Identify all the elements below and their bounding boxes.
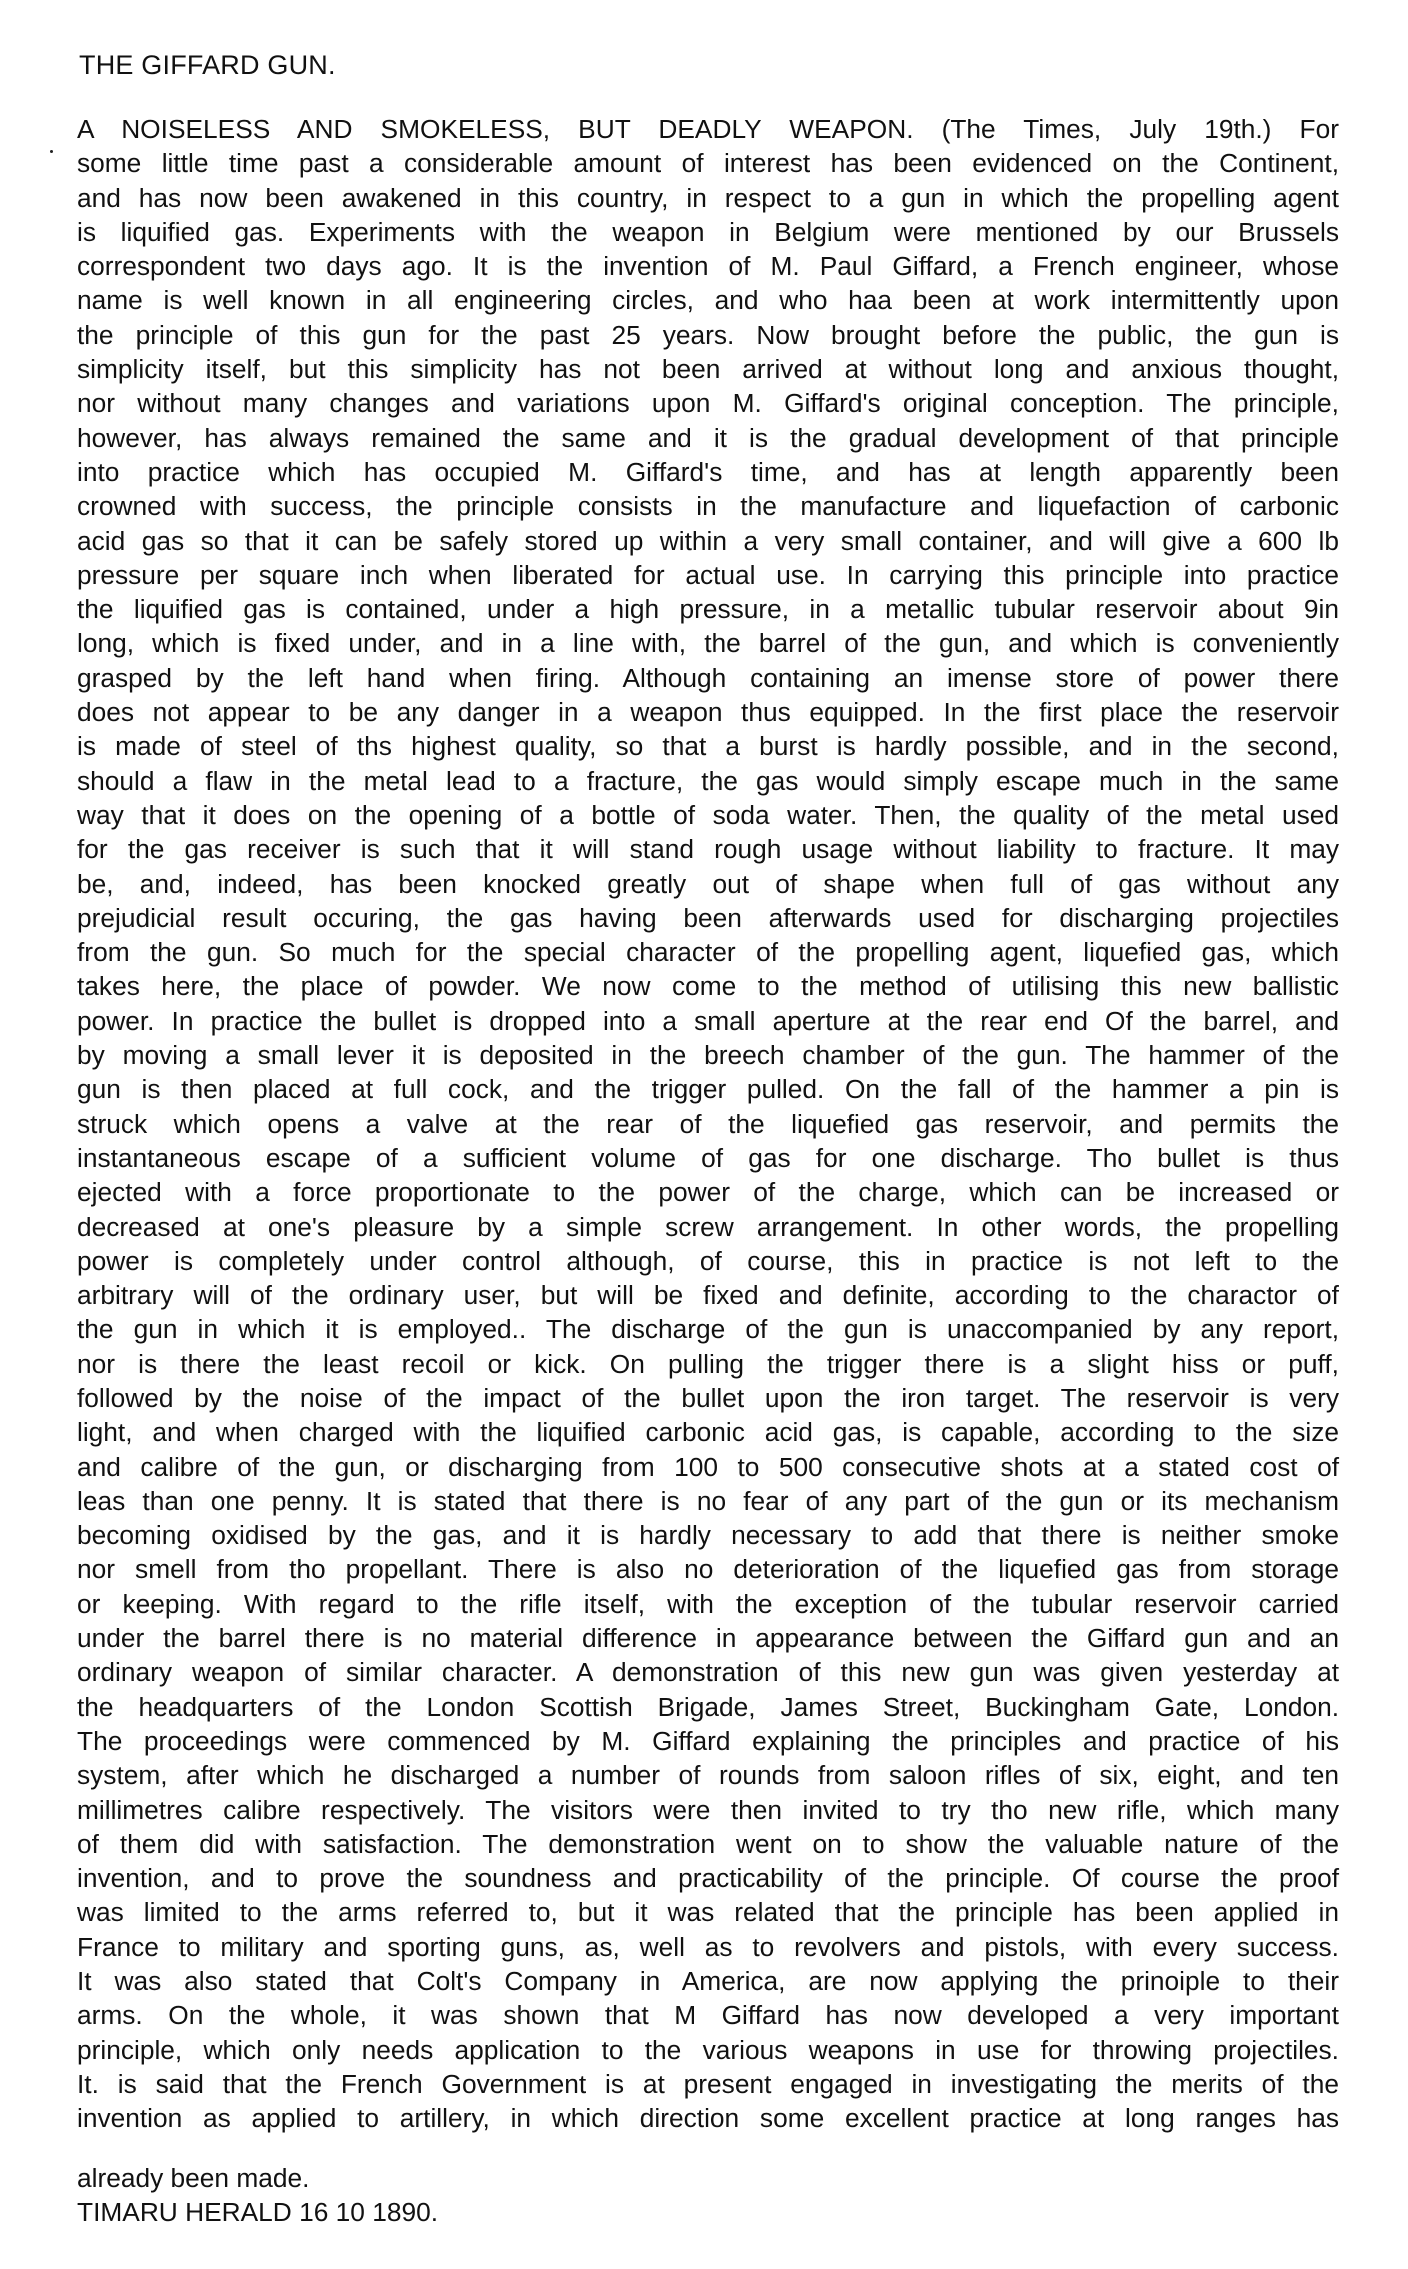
article-line: ejected with a force proportionate to the power of the charge, which can be increased or [77, 1177, 1339, 1208]
article-line: some little time past a considerable amount of interest has been evidenced on the Continent, [77, 148, 1339, 179]
article-line: leas than one penny. It is stated that there is no fear of any part of the gun or its mechanism [77, 1485, 1339, 1516]
article-line: nor without many changes and variations upon M. Giffard's original conception. The principle, [77, 388, 1339, 419]
article-line: or keeping. With regard to the rifle itself, with the exception of the tubular reservoir carried [77, 1588, 1339, 1619]
article-line: the liquified gas is contained, under a high pressure, in a metallic tubular reservoir about 9in [77, 594, 1339, 625]
article-line: into practice which has occupied M. Giffard's time, and has at length apparently been [77, 456, 1339, 487]
article-body [77, 112, 1339, 2136]
article-line: simplicity itself, but this simplicity has not been arrived at without long and anxious thought, [77, 354, 1339, 385]
article-line: millimetres calibre respectively. The visitors were then invited to try tho new rifle, which many [77, 1794, 1339, 1825]
article-line: becoming oxidised by the gas, and it is hardly necessary to add that there is neither smoke [77, 1520, 1339, 1551]
article-line: light, and when charged with the liquified carbonic acid gas, is capable, according to the size [77, 1417, 1339, 1448]
article-line: France to military and sporting guns, as, well as to revolvers and pistols, with every success. [77, 1931, 1339, 1962]
article-line: principle, which only needs application to the various weapons in use for throwing projectiles. [77, 2034, 1339, 2065]
article-line: nor is there the least recoil or kick. On pulling the trigger there is a slight hiss or puff, [77, 1348, 1339, 1379]
article-line: name is well known in all engineering circles, and who haa been at work intermittently upon [77, 285, 1339, 316]
article-line: the principle of this gun for the past 25 years. Now brought before the public, the gun is [77, 319, 1339, 350]
article-line: long, which is fixed under, and in a line with, the barrel of the gun, and which is conveniently [77, 628, 1339, 659]
article-line: arbitrary will of the ordinary user, but will be fixed and definite, according to the charactor of [77, 1280, 1339, 1311]
article-line: be, and, indeed, has been knocked greatly out of shape when full of gas without any [77, 868, 1339, 899]
article-line: struck which opens a valve at the rear of the liquefied gas reservoir, and permits the [77, 1108, 1339, 1139]
article-line: way that it does on the opening of a bottle of soda water. Then, the quality of the metal used [77, 799, 1339, 830]
article-line: and has now been awakened in this country, in respect to a gun in which the propelling agent [77, 182, 1339, 213]
scan-speck [50, 150, 53, 153]
article-line: pressure per square inch when liberated for actual use. In carrying this principle into practice [77, 559, 1339, 590]
article-line: ordinary weapon of similar character. A demonstration of this new gun was given yesterday at [77, 1657, 1339, 1688]
article-line: crowned with success, the principle consists in the manufacture and liquefaction of carbonic [77, 491, 1339, 522]
article-line: and calibre of the gun, or discharging from 100 to 500 consecutive shots at a stated cost of [77, 1451, 1339, 1482]
article-line: invention, and to prove the soundness and practicability of the principle. Of course the proof [77, 1863, 1339, 1894]
article-line: grasped by the left hand when firing. Although containing an imense store of power there [77, 662, 1339, 693]
article-line: nor smell from tho propellant. There is also no deterioration of the liquefied gas from storage [77, 1554, 1339, 1585]
article-line: invention as applied to artillery, in which direction some excellent practice at long ranges has [77, 2103, 1339, 2134]
article-line: system, after which he discharged a number of rounds from saloon rifles of six, eight, and ten [77, 1760, 1339, 1791]
article-line: however, has always remained the same and it is the gradual development of that principle [77, 422, 1339, 453]
article-line: It was also stated that Colt's Company in America, are now applying the prinoiple to their [77, 1966, 1339, 1997]
article-line: from the gun. So much for the special character of the propelling agent, liquefied gas, which [77, 937, 1339, 968]
article-line: followed by the noise of the impact of the bullet upon the iron target. The reservoir is very [77, 1382, 1339, 1413]
article-line: by moving a small lever it is deposited in the breech chamber of the gun. The hammer of the [77, 1040, 1339, 1071]
source-citation: TIMARU HERALD 16 10 1890. [77, 2197, 439, 2228]
article-line: for the gas receiver is such that it will stand rough usage without liability to fracture. It may [77, 834, 1339, 865]
article-line: prejudicial result occuring, the gas having been afterwards used for discharging projectiles [77, 902, 1339, 933]
article-line: gun is then placed at full cock, and the trigger pulled. On the fall of the hammer a pin is [77, 1074, 1339, 1105]
article-line: is made of steel of ths highest quality, so that a burst is hardly possible, and in the second, [77, 731, 1339, 762]
article-line: It. is said that the French Government is at present engaged in investigating the merits of the [77, 2068, 1339, 2099]
article-line: acid gas so that it can be safely stored up within a very small container, and will give a 600 lb [77, 525, 1339, 556]
article-line: is liquified gas. Experiments with the weapon in Belgium were mentioned by our Brussels [77, 216, 1339, 247]
document-title: THE GIFFARD GUN. [79, 50, 336, 80]
article-line: arms. On the whole, it was shown that M Giffard has now developed a very important [77, 2000, 1339, 2031]
article-line: the headquarters of the London Scottish Brigade, James Street, Buckingham Gate, London. [77, 1691, 1339, 1722]
article-line: the gun in which it is employed.. The discharge of the gun is unaccompanied by any report, [77, 1314, 1339, 1345]
article-line: instantaneous escape of a sufficient volume of gas for one discharge. Tho bullet is thus [77, 1142, 1339, 1173]
article-line: should a flaw in the metal lead to a fracture, the gas would simply escape much in the same [77, 765, 1339, 796]
article-footer [77, 2161, 877, 2230]
article-line: does not appear to be any danger in a weapon thus equipped. In the first place the reservoir [77, 697, 1339, 728]
article-line: was limited to the arms referred to, but it was related that the principle has been applied in [77, 1897, 1339, 1928]
closing-line: already been made. [77, 2163, 310, 2193]
article-line: under the barrel there is no material difference in appearance between the Giffard gun and an [77, 1623, 1339, 1654]
article-line: correspondent two days ago. It is the invention of M. Paul Giffard, a French engineer, whose [77, 251, 1339, 282]
article-line: The proceedings were commenced by M. Giffard explaining the principles and practice of his [77, 1725, 1339, 1756]
article-line: power is completely under control although, of course, this in practice is not left to the [77, 1245, 1339, 1276]
article-line: takes here, the place of powder. We now come to the method of utilising this new ballistic [77, 971, 1339, 1002]
article-line: power. In practice the bullet is dropped into a small aperture at the rear end Of the barrel, and [77, 1005, 1339, 1036]
article-line: of them did with satisfaction. The demonstration went on to show the valuable nature of the [77, 1828, 1339, 1859]
article-line: A NOISELESS AND SMOKELESS, BUT DEADLY WEAPON. (The Times, July 19th.) For [77, 114, 1339, 144]
article-line: decreased at one's pleasure by a simple screw arrangement. In other words, the propelling [77, 1211, 1339, 1242]
